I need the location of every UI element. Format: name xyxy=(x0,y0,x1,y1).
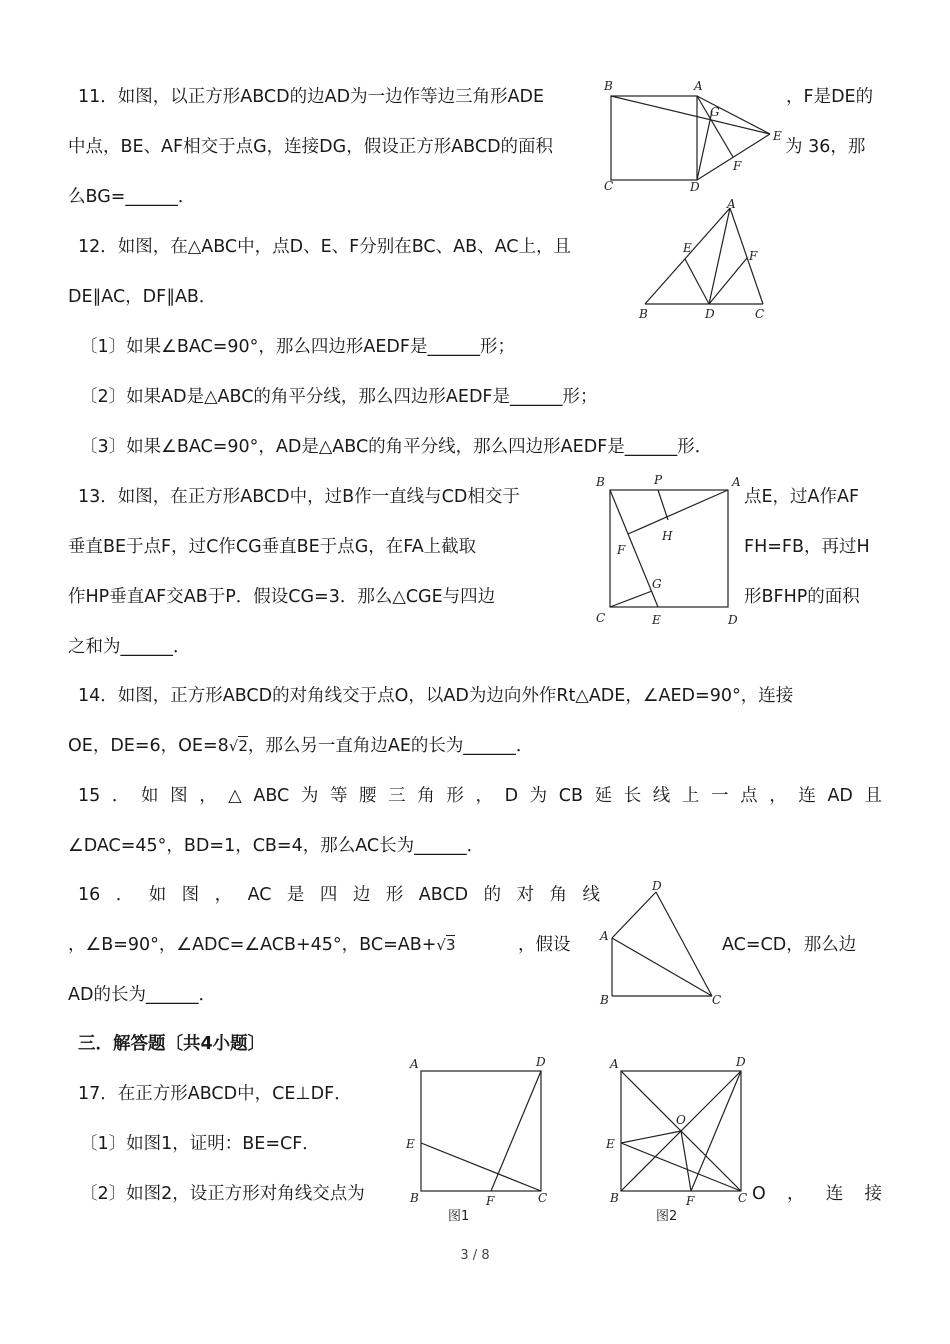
p17-fig1-label-E: E xyxy=(406,1137,415,1151)
p17-line1: 17．在正方形ABCD中，CE⊥DF． xyxy=(78,1084,352,1104)
p14-line2b: ，那么另一直角边AE的长为______． xyxy=(247,736,534,756)
p14-line1: 14．如图，正方形ABCD的对角线交于点O，以AD为边向外作Rt△ADE，∠AED=90°，连接 xyxy=(78,686,794,706)
p13-label-P: P xyxy=(654,473,663,487)
p12-line2: DE∥AC，DF∥AB． xyxy=(68,287,217,307)
p17-fig2-label-C: C xyxy=(738,1191,748,1205)
p16-line1: 16．如图，AC是四边形ABCD的对角线 xyxy=(78,885,600,905)
p12-label-B: B xyxy=(639,307,648,321)
p12-q3: 〔3〕如果∠BAC=90°，AD是△ABC的角平分线，那么四边形AEDF是______形． xyxy=(80,437,713,457)
sqrt-symbol: √ xyxy=(228,737,239,755)
p14-radicand: 2 xyxy=(238,737,248,755)
p17-fig2-caption: 图2 xyxy=(656,1209,678,1224)
p16-radicand: 3 xyxy=(445,936,456,954)
p11-line2b: 为 36，那 xyxy=(785,137,866,157)
p13-label-F: F xyxy=(617,543,626,557)
p16-line2c: AC=CD，那么边 xyxy=(722,935,857,955)
p12-label-C: C xyxy=(755,307,765,321)
p13-line1a: 13．如图，在正方形ABCD中，过B作一直线与CD相交于 xyxy=(78,487,520,507)
p15-line1: 15．如图，△ABC为等腰三角形，D为CB延长线上一点，连AD且 xyxy=(78,786,882,806)
p17-fig1-label-B: B xyxy=(410,1191,419,1205)
p17-fig1-caption: 图1 xyxy=(448,1209,470,1224)
p17-q1: 〔1〕如图1，证明：BE=CF． xyxy=(80,1134,320,1154)
p13-line3b: 形BFHP的面积 xyxy=(744,587,860,607)
p17-fig2-label-A: A xyxy=(610,1057,619,1071)
p11-label-F: F xyxy=(733,159,742,173)
p17-fig2-label-D: D xyxy=(736,1055,746,1069)
p17-figure-1 xyxy=(404,1050,554,1226)
p16-label-B: B xyxy=(600,993,609,1007)
p12-line1: 12．如图，在△ABC中，点D、E、F分别在BC、AB、AC上，且 xyxy=(78,237,571,257)
p12-q1: 〔1〕如果∠BAC=90°，那么四边形AEDF是______形； xyxy=(80,337,515,357)
p17-figure-2 xyxy=(604,1050,754,1226)
p17-fig1-label-A: A xyxy=(410,1057,419,1071)
p17-q2a: 〔2〕如图2，设正方形对角线交点为 xyxy=(80,1184,365,1204)
page-number: 3 / 8 xyxy=(460,1248,490,1263)
p17-fig2-label-F: F xyxy=(686,1194,695,1208)
p11-label-D: D xyxy=(690,180,700,194)
p12-label-E: E xyxy=(683,241,692,255)
p11-line1a: 11．如图，以正方形ABCD的边AD为一边作等边三角形ADE xyxy=(78,87,545,107)
p13-label-C: C xyxy=(596,611,606,625)
p13-figure xyxy=(592,472,744,630)
p16-label-A: A xyxy=(600,929,609,943)
p13-line1b: 点E，过A作AF xyxy=(744,487,860,507)
p16-label-C: C xyxy=(712,993,722,1007)
p13-label-E: E xyxy=(652,613,661,627)
p17-q2b: O，连接 xyxy=(752,1184,882,1204)
section3-title: 三．解答题〔共4小题〕 xyxy=(78,1034,266,1054)
p12-label-A: A xyxy=(727,197,736,211)
p13-label-H: H xyxy=(662,529,673,543)
p17-fig1-label-D: D xyxy=(536,1055,546,1069)
p16-line2a-text: ，∠B=90°，∠ADC=∠ACB+45°，BC=AB+ xyxy=(68,935,437,955)
p11-label-A: A xyxy=(694,79,703,93)
p14-line2 xyxy=(68,735,533,757)
p15-line2: ∠DAC=45°，BD=1，CB=4，那么AC长为______． xyxy=(68,836,485,856)
p13-line2a: 垂直BE于点F，过C作CG垂直BE于点G，在FA上截取 xyxy=(68,537,477,557)
p16-label-D: D xyxy=(652,879,662,893)
p17-fig2-label-B: B xyxy=(610,1191,619,1205)
p12-q2: 〔2〕如果AD是△ABC的角平分线，那么四边形AEDF是______形； xyxy=(80,387,598,407)
p16-line3: AD的长为______． xyxy=(68,985,216,1005)
p17-fig2-label-E: E xyxy=(606,1137,615,1151)
p11-label-B: B xyxy=(604,79,613,93)
p16-figure xyxy=(598,880,723,1010)
p13-line4: 之和为______． xyxy=(68,637,191,657)
p12-label-F: F xyxy=(749,249,758,263)
p11-label-E: E xyxy=(773,129,782,143)
p14-line2a: OE，DE=6，OE=8 xyxy=(68,736,229,756)
p13-line3a: 作HP垂直AF交AB于P．假设CG=3．那么△CGE与四边 xyxy=(68,587,496,607)
p13-label-A: A xyxy=(732,475,741,489)
p17-fig1-label-C: C xyxy=(538,1191,548,1205)
p12-label-D: D xyxy=(705,307,715,321)
p16-line2b: ，假设 xyxy=(518,935,571,955)
p13-line2b: FH=FB，再过H xyxy=(744,537,870,557)
p11-line3: 么BG=______． xyxy=(68,187,196,207)
p17-fig2-label-O: O xyxy=(676,1113,686,1127)
p16-line2a xyxy=(68,934,455,956)
p11-line1b: ，F是DE的 xyxy=(786,87,874,107)
p17-fig1-label-F: F xyxy=(486,1194,495,1208)
sqrt-symbol: √ xyxy=(436,936,446,954)
p13-label-D: D xyxy=(728,613,738,627)
p11-label-C: C xyxy=(604,179,614,193)
p11-label-G: G xyxy=(710,105,720,119)
p11-figure xyxy=(600,78,790,196)
p11-line2a: 中点，BE、AF相交于点G，连接DG，假设正方形ABCD的面积 xyxy=(68,137,554,157)
p13-label-G: G xyxy=(652,577,662,591)
p13-label-B: B xyxy=(596,475,605,489)
p12-figure xyxy=(635,196,770,321)
